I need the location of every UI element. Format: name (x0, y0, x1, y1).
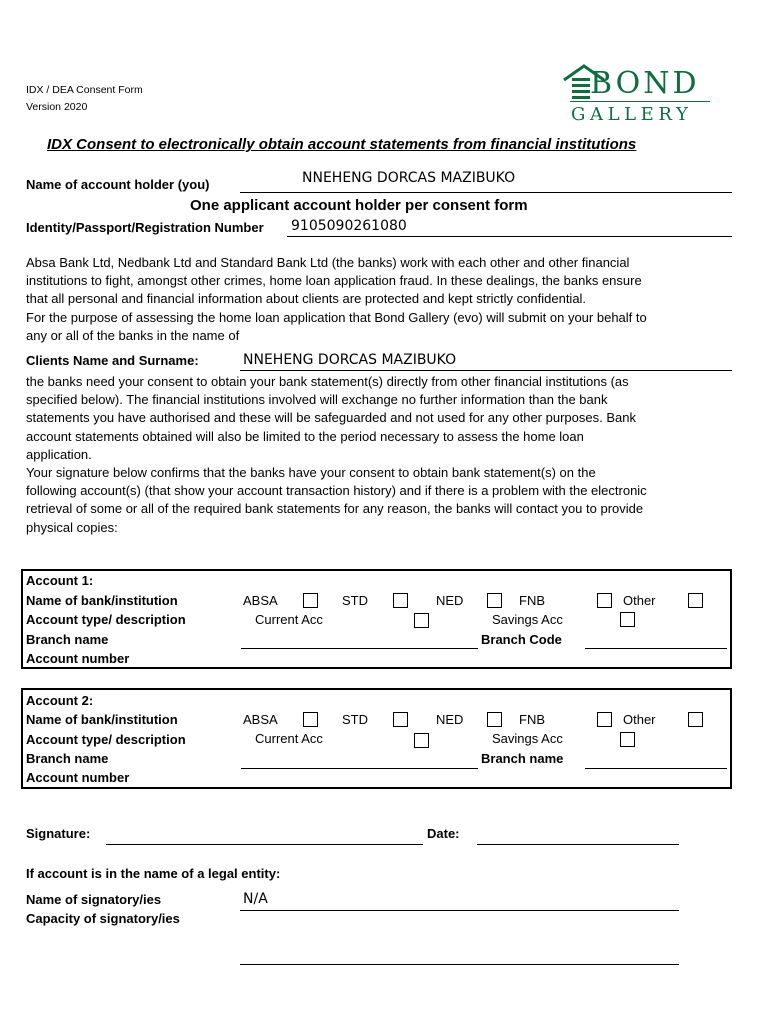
paragraph-line: Absa Bank Ltd, Nedbank Ltd and Standard Bank Ltd (the banks) work with each other and other financial (26, 255, 630, 270)
capacity-line[interactable] (240, 964, 679, 965)
paragraph-line: any or all of the banks in the name of (26, 327, 240, 343)
page-title: IDX Consent to electronically obtain account statements from financial institutions (47, 136, 637, 153)
bank-option-ned: NED (436, 593, 464, 608)
std-checkbox[interactable] (393, 712, 408, 727)
date-label: Date: (427, 826, 460, 841)
bank-option-other: Other (623, 593, 656, 608)
savings-account-checkbox[interactable] (620, 612, 635, 627)
bond-gallery-logo (562, 62, 712, 128)
account-type-label: Account type/ description (26, 732, 186, 747)
identity-label: Identity/Passport/Registration Number (26, 220, 264, 235)
capacity-label: Capacity of signatory/ies (26, 911, 180, 926)
legal-entity-heading: If account is in the name of a legal entity: (26, 866, 281, 881)
branch-name-label: Branch name (26, 632, 109, 647)
account-holder-label: Name of account holder (you) (26, 177, 210, 192)
paragraph-line: that all personal and financial information about clients are protected and kept strictly confidential. (26, 291, 587, 307)
fnb-checkbox[interactable] (597, 593, 612, 608)
account-number-label: Account number (26, 770, 130, 785)
paragraph-line: For the purpose of assessing the home loan application that Bond Gallery (evo) will submit on your behalf to (26, 309, 647, 325)
form-version: Version 2020 (26, 101, 88, 113)
bank-option-absa: ABSA (243, 593, 278, 608)
paragraph-line: retrieval of some or all of the required bank statements for any reason, the banks will contact you to provide (26, 501, 644, 517)
current-account-label: Current Acc (255, 731, 323, 746)
paragraph-line: specified below). The financial institutions involved will exchange no further information than the bank (26, 392, 608, 408)
paragraph-line: institutions to fight, amongst other crimes, home loan application fraud. In these dealings, the banks ensure (26, 273, 642, 289)
branch-code-label: Branch Code (481, 632, 562, 647)
paragraph-line: Your signature below confirms that the banks have your consent to obtain bank statement(s) on the (26, 465, 596, 481)
paragraph-line: physical copies: (26, 519, 118, 535)
client-name-field[interactable]: NNEHENG DORCAS MAZIBUKO (243, 352, 457, 368)
bank-name-label: Name of bank/institution (26, 593, 178, 608)
signatory-label: Name of signatory/ies (26, 892, 162, 907)
account-number-label: Account number (26, 651, 130, 666)
other-checkbox[interactable] (688, 593, 703, 608)
absa-checkbox[interactable] (303, 593, 318, 608)
current-account-label: Current Acc (255, 612, 323, 627)
signature-line[interactable] (106, 844, 423, 845)
current-account-checkbox[interactable] (414, 733, 429, 748)
paragraph-line: following account(s) (that show your account transaction history) and if there is a problem with the electronic (26, 483, 647, 499)
account-1-section (21, 569, 732, 669)
fnb-checkbox[interactable] (597, 712, 612, 727)
account-type-label: Account type/ description (26, 612, 186, 627)
account-heading: Account 1: (26, 573, 94, 588)
account-2-section (21, 688, 732, 789)
applicant-note: One applicant account holder per consent form (190, 197, 528, 214)
paragraph-line: application. (26, 446, 92, 462)
paragraph-line: account statements obtained will also be limited to the period necessary to assess the home loan (26, 428, 584, 444)
bank-option-ned: NED (436, 712, 464, 727)
form-name: IDX / DEA Consent Form (26, 84, 143, 96)
bank-option-fnb: FNB (519, 593, 545, 608)
other-checkbox[interactable] (688, 712, 703, 727)
paragraph-line: the banks need your consent to obtain your bank statement(s) directly from other financial institutions (as (26, 374, 629, 389)
identity-field[interactable]: 9105090261080 (291, 218, 407, 234)
signatory-field[interactable]: N/A (243, 891, 268, 907)
account-holder-field[interactable]: NNEHENG DORCAS MAZIBUKO (302, 170, 516, 186)
savings-account-label: Savings Acc (492, 612, 563, 627)
current-account-checkbox[interactable] (414, 613, 429, 628)
client-name-label: Clients Name and Surname: (26, 353, 199, 368)
bank-name-label: Name of bank/institution (26, 712, 178, 727)
logo-line-1: BOND (590, 66, 700, 101)
paragraph-line: statements you have authorised and these will be safeguarded and not used for any other purposes. Bank (26, 410, 636, 426)
ned-checkbox[interactable] (487, 593, 502, 608)
ned-checkbox[interactable] (487, 712, 502, 727)
branch-name-label: Branch name (26, 751, 109, 766)
consent-paragraph-2 (26, 373, 716, 537)
bank-option-absa: ABSA (243, 712, 278, 727)
bank-option-fnb: FNB (519, 712, 545, 727)
absa-checkbox[interactable] (303, 712, 318, 727)
bank-option-other: Other (623, 712, 656, 727)
branch-name-right-label: Branch name (481, 751, 564, 766)
bank-option-std: STD (342, 712, 368, 727)
account-heading: Account 2: (26, 693, 94, 708)
bank-option-std: STD (342, 593, 368, 608)
logo-line-2: GALLERY (571, 104, 693, 125)
consent-paragraph-1 (26, 254, 716, 345)
date-line[interactable] (477, 844, 679, 845)
savings-account-checkbox[interactable] (620, 732, 635, 747)
savings-account-label: Savings Acc (492, 731, 563, 746)
signature-label: Signature: (26, 826, 91, 841)
std-checkbox[interactable] (393, 593, 408, 608)
